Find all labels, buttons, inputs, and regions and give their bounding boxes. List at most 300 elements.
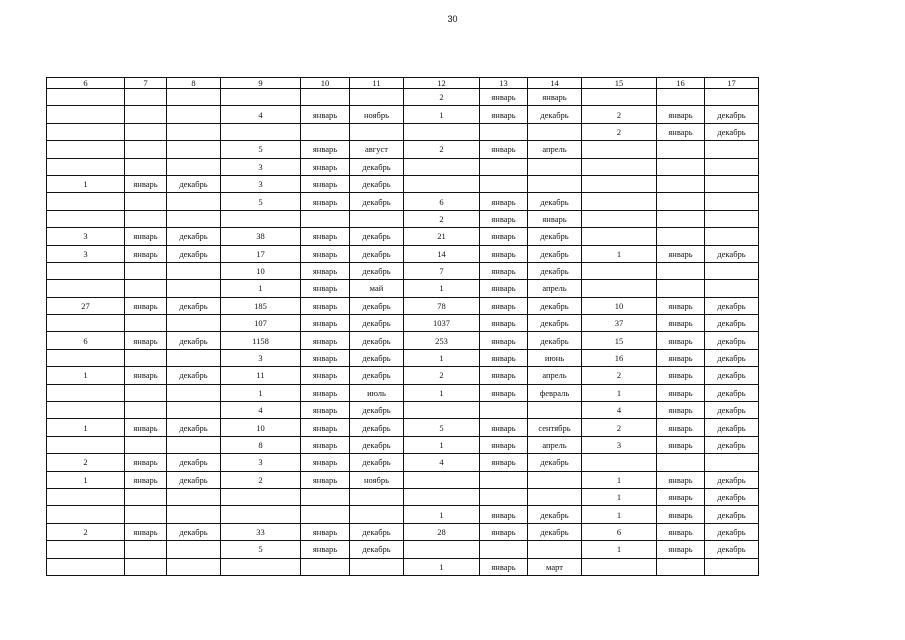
table-row xyxy=(47,506,759,523)
table-cell xyxy=(167,315,221,332)
table-cell: январь xyxy=(480,297,528,314)
table-cell: 1 xyxy=(47,471,125,488)
table-cell xyxy=(528,175,582,192)
table-row xyxy=(47,123,759,140)
table-cell: 1 xyxy=(404,436,480,453)
table-cell: январь xyxy=(480,280,528,297)
table-cell: январь xyxy=(301,367,350,384)
table-cell xyxy=(657,454,705,471)
table-cell: январь xyxy=(125,454,167,471)
table-cell xyxy=(125,541,167,558)
table-cell: январь xyxy=(657,123,705,140)
table-body xyxy=(47,89,759,576)
table-cell: январь xyxy=(657,384,705,401)
table-cell: декабрь xyxy=(167,454,221,471)
table-cell: 2 xyxy=(582,123,657,140)
table-cell: декабрь xyxy=(528,245,582,262)
table-cell: апрель xyxy=(528,280,582,297)
table-row xyxy=(47,297,759,314)
table-cell xyxy=(47,89,125,106)
table-cell: декабрь xyxy=(528,332,582,349)
table-cell: декабрь xyxy=(705,367,759,384)
table-cell: 37 xyxy=(582,315,657,332)
table-row xyxy=(47,280,759,297)
table-cell: 185 xyxy=(221,297,301,314)
table-cell: январь xyxy=(125,367,167,384)
table-cell: 1 xyxy=(404,106,480,123)
table-cell xyxy=(167,210,221,227)
table-cell: декабрь xyxy=(350,454,404,471)
table-cell: декабрь xyxy=(350,315,404,332)
table-row xyxy=(47,436,759,453)
table-cell: январь xyxy=(480,436,528,453)
table-cell xyxy=(125,123,167,140)
table-cell: январь xyxy=(657,367,705,384)
table-cell: 3 xyxy=(221,454,301,471)
table-cell xyxy=(705,158,759,175)
table-cell: декабрь xyxy=(705,488,759,505)
table-cell: январь xyxy=(301,158,350,175)
table-cell: декабрь xyxy=(350,245,404,262)
table-cell xyxy=(528,158,582,175)
table-cell: 14 xyxy=(404,245,480,262)
table-cell xyxy=(657,262,705,279)
table-cell xyxy=(582,558,657,575)
table-cell: январь xyxy=(301,436,350,453)
table-cell: январь xyxy=(480,228,528,245)
table-cell: декабрь xyxy=(528,193,582,210)
table-cell: декабрь xyxy=(350,436,404,453)
table-cell: декабрь xyxy=(350,349,404,366)
table-cell xyxy=(582,280,657,297)
table-cell xyxy=(47,262,125,279)
table-cell: декабрь xyxy=(705,123,759,140)
table-cell: январь xyxy=(125,471,167,488)
table-cell xyxy=(480,123,528,140)
table-cell xyxy=(404,175,480,192)
table-cell: январь xyxy=(480,419,528,436)
table-cell xyxy=(582,262,657,279)
table-cell: январь xyxy=(480,193,528,210)
table-cell: апрель xyxy=(528,367,582,384)
table-cell xyxy=(582,141,657,158)
table-cell: 1 xyxy=(404,558,480,575)
table-cell xyxy=(125,89,167,106)
table-cell: декабрь xyxy=(167,471,221,488)
table-cell: 5 xyxy=(404,419,480,436)
table-cell: 3 xyxy=(47,228,125,245)
table-cell: декабрь xyxy=(528,106,582,123)
table-cell xyxy=(582,175,657,192)
table-cell: январь xyxy=(301,141,350,158)
page-number: 30 xyxy=(447,14,458,24)
table-cell xyxy=(221,506,301,523)
table-cell: декабрь xyxy=(705,506,759,523)
table-cell xyxy=(528,402,582,419)
table-cell: декабрь xyxy=(167,297,221,314)
table-cell: декабрь xyxy=(350,228,404,245)
table-cell xyxy=(221,210,301,227)
table-cell: январь xyxy=(125,175,167,192)
table-row xyxy=(47,210,759,227)
table-cell xyxy=(705,141,759,158)
table-cell xyxy=(657,175,705,192)
table-cell: январь xyxy=(657,315,705,332)
table-cell: январь xyxy=(301,454,350,471)
table-cell: декабрь xyxy=(350,332,404,349)
table-cell: 1 xyxy=(47,419,125,436)
table-cell: декабрь xyxy=(350,523,404,540)
table-row xyxy=(47,175,759,192)
table-cell xyxy=(301,89,350,106)
table-cell: 28 xyxy=(404,523,480,540)
table-cell xyxy=(167,193,221,210)
table-cell: 3 xyxy=(47,245,125,262)
table-cell xyxy=(47,506,125,523)
table-cell: январь xyxy=(528,89,582,106)
table-cell: 6 xyxy=(582,523,657,540)
column-header: 7 xyxy=(125,78,167,89)
table-cell xyxy=(47,436,125,453)
table-cell: январь xyxy=(657,349,705,366)
table-cell: 1 xyxy=(582,488,657,505)
table-cell: 6 xyxy=(47,332,125,349)
column-header: 10 xyxy=(301,78,350,89)
table-cell xyxy=(167,402,221,419)
table-cell: январь xyxy=(480,141,528,158)
table-cell: 2 xyxy=(582,106,657,123)
table-cell xyxy=(125,558,167,575)
table-cell: 3 xyxy=(221,349,301,366)
table-cell: 7 xyxy=(404,262,480,279)
table-cell: 1 xyxy=(582,245,657,262)
table-cell xyxy=(705,193,759,210)
table-cell xyxy=(480,402,528,419)
table-cell: декабрь xyxy=(167,523,221,540)
table-cell: декабрь xyxy=(167,367,221,384)
table-cell: декабрь xyxy=(350,541,404,558)
table-cell xyxy=(350,488,404,505)
table-cell: январь xyxy=(301,280,350,297)
table-cell xyxy=(528,123,582,140)
table-cell xyxy=(167,262,221,279)
table-cell: 27 xyxy=(47,297,125,314)
table-cell xyxy=(167,384,221,401)
table-cell xyxy=(167,506,221,523)
table-cell: декабрь xyxy=(350,419,404,436)
table-header-row xyxy=(47,78,759,89)
table-cell xyxy=(47,141,125,158)
table-cell: 10 xyxy=(221,262,301,279)
table-cell: 1 xyxy=(404,384,480,401)
table-cell xyxy=(582,210,657,227)
table-cell: январь xyxy=(125,332,167,349)
table-cell: июнь xyxy=(528,349,582,366)
table-cell: январь xyxy=(480,454,528,471)
table-cell xyxy=(301,488,350,505)
table-cell xyxy=(301,558,350,575)
table-cell xyxy=(582,228,657,245)
table-cell: январь xyxy=(301,523,350,540)
table-cell xyxy=(47,488,125,505)
table-cell: 2 xyxy=(582,419,657,436)
table-cell xyxy=(47,280,125,297)
table-row xyxy=(47,471,759,488)
table-cell: январь xyxy=(301,349,350,366)
table-cell: январь xyxy=(657,106,705,123)
table-cell: 1 xyxy=(404,349,480,366)
table-cell: декабрь xyxy=(167,332,221,349)
table-cell: 5 xyxy=(221,141,301,158)
table-cell: декабрь xyxy=(528,506,582,523)
table-cell xyxy=(480,488,528,505)
column-header: 16 xyxy=(657,78,705,89)
table-cell xyxy=(705,262,759,279)
table-cell: 1 xyxy=(221,280,301,297)
table-cell: декабрь xyxy=(705,332,759,349)
table-cell: декабрь xyxy=(350,193,404,210)
table-cell: январь xyxy=(657,297,705,314)
table-cell: декабрь xyxy=(167,175,221,192)
table-cell: 38 xyxy=(221,228,301,245)
table-cell: январь xyxy=(301,332,350,349)
table-cell xyxy=(221,488,301,505)
table-cell: декабрь xyxy=(350,297,404,314)
table-cell: январь xyxy=(480,349,528,366)
table-cell xyxy=(47,210,125,227)
table-cell xyxy=(125,158,167,175)
table-cell xyxy=(705,558,759,575)
table-cell xyxy=(47,123,125,140)
table-cell: 3 xyxy=(221,158,301,175)
table-cell xyxy=(125,262,167,279)
table-row xyxy=(47,349,759,366)
table-row xyxy=(47,106,759,123)
table-cell: 4 xyxy=(404,454,480,471)
table-cell xyxy=(480,175,528,192)
table-cell: январь xyxy=(657,402,705,419)
table-cell xyxy=(657,280,705,297)
table-row xyxy=(47,488,759,505)
table-cell: январь xyxy=(301,262,350,279)
table-cell xyxy=(167,558,221,575)
table-row xyxy=(47,384,759,401)
column-header: 12 xyxy=(404,78,480,89)
table-cell xyxy=(167,541,221,558)
table-row xyxy=(47,402,759,419)
table-cell: 17 xyxy=(221,245,301,262)
table-cell: 1 xyxy=(47,175,125,192)
table-cell xyxy=(657,141,705,158)
table-cell xyxy=(47,315,125,332)
table-cell xyxy=(125,193,167,210)
table-cell: январь xyxy=(301,193,350,210)
table-cell: 33 xyxy=(221,523,301,540)
table-cell xyxy=(167,89,221,106)
table-cell: декабрь xyxy=(528,454,582,471)
table-cell: 15 xyxy=(582,332,657,349)
table-cell xyxy=(404,158,480,175)
table-row xyxy=(47,315,759,332)
table-row xyxy=(47,454,759,471)
table-cell: январь xyxy=(480,89,528,106)
table-cell xyxy=(125,106,167,123)
table-cell: декабрь xyxy=(350,402,404,419)
table-cell xyxy=(657,210,705,227)
table-cell: январь xyxy=(657,419,705,436)
table-row xyxy=(47,193,759,210)
table-cell xyxy=(167,349,221,366)
table-cell: январь xyxy=(657,436,705,453)
table-cell: январь xyxy=(125,297,167,314)
table-cell: январь xyxy=(480,506,528,523)
table-cell: январь xyxy=(480,558,528,575)
column-header: 13 xyxy=(480,78,528,89)
table-cell: 1 xyxy=(582,541,657,558)
table-cell xyxy=(221,558,301,575)
table-cell: январь xyxy=(301,471,350,488)
table-cell: 4 xyxy=(221,106,301,123)
table-cell xyxy=(125,349,167,366)
column-header: 6 xyxy=(47,78,125,89)
table-cell: 1 xyxy=(404,506,480,523)
table-row xyxy=(47,158,759,175)
table-cell xyxy=(350,89,404,106)
table-cell: декабрь xyxy=(705,106,759,123)
table-cell: январь xyxy=(301,175,350,192)
table-cell: декабрь xyxy=(705,349,759,366)
table-cell: январь xyxy=(480,106,528,123)
table-cell: январь xyxy=(301,384,350,401)
table-cell: 3 xyxy=(582,436,657,453)
table-cell xyxy=(221,89,301,106)
table-cell: декабрь xyxy=(350,175,404,192)
table-cell xyxy=(47,384,125,401)
table-cell xyxy=(301,123,350,140)
table-cell: декабрь xyxy=(350,367,404,384)
table-cell: декабрь xyxy=(705,541,759,558)
table-cell xyxy=(125,210,167,227)
table-cell: декабрь xyxy=(705,436,759,453)
table-cell xyxy=(301,506,350,523)
table-cell: 10 xyxy=(221,419,301,436)
table-cell: январь xyxy=(657,471,705,488)
table-row xyxy=(47,245,759,262)
table-cell: январь xyxy=(125,419,167,436)
table-cell: 8 xyxy=(221,436,301,453)
table-cell: 1 xyxy=(582,471,657,488)
table-cell xyxy=(582,193,657,210)
table-cell: ноябрь xyxy=(350,471,404,488)
table-cell: ноябрь xyxy=(350,106,404,123)
table-cell xyxy=(705,175,759,192)
table-cell: январь xyxy=(480,367,528,384)
table-cell: январь xyxy=(301,106,350,123)
table-cell: январь xyxy=(301,228,350,245)
table-cell: январь xyxy=(657,245,705,262)
table-cell: май xyxy=(350,280,404,297)
table-cell: февраль xyxy=(528,384,582,401)
table-cell: 4 xyxy=(582,402,657,419)
table-cell: январь xyxy=(657,541,705,558)
table-cell: январь xyxy=(125,245,167,262)
data-table xyxy=(46,77,759,576)
table-cell xyxy=(657,558,705,575)
table-cell: декабрь xyxy=(528,297,582,314)
table-cell xyxy=(125,506,167,523)
table-cell: январь xyxy=(125,523,167,540)
table-row xyxy=(47,541,759,558)
table-cell: январь xyxy=(301,402,350,419)
table-cell: 1 xyxy=(582,506,657,523)
table-row xyxy=(47,228,759,245)
table-cell xyxy=(528,541,582,558)
table-cell: декабрь xyxy=(167,419,221,436)
table-cell: 21 xyxy=(404,228,480,245)
table-cell xyxy=(404,541,480,558)
table-cell: 2 xyxy=(404,367,480,384)
table-row xyxy=(47,89,759,106)
table-cell xyxy=(47,158,125,175)
column-header: 14 xyxy=(528,78,582,89)
table-cell xyxy=(350,210,404,227)
column-header: 8 xyxy=(167,78,221,89)
table-cell xyxy=(705,89,759,106)
table-cell xyxy=(705,228,759,245)
table-cell xyxy=(350,506,404,523)
table-cell xyxy=(167,280,221,297)
table-cell xyxy=(657,228,705,245)
table-cell xyxy=(582,158,657,175)
table-cell xyxy=(404,123,480,140)
table-cell: 4 xyxy=(221,402,301,419)
table-cell xyxy=(47,193,125,210)
table-cell xyxy=(657,158,705,175)
table-cell: 1 xyxy=(582,384,657,401)
table-cell xyxy=(125,436,167,453)
table-cell xyxy=(167,488,221,505)
table-row xyxy=(47,141,759,158)
table-cell xyxy=(47,541,125,558)
table-cell: апрель xyxy=(528,141,582,158)
table-cell: 2 xyxy=(582,367,657,384)
table-cell: 16 xyxy=(582,349,657,366)
table-cell xyxy=(705,280,759,297)
table-cell: август xyxy=(350,141,404,158)
table-row xyxy=(47,558,759,575)
table-cell: декабрь xyxy=(350,262,404,279)
table-cell: январь xyxy=(301,245,350,262)
table-cell: январь xyxy=(480,315,528,332)
table-cell: 11 xyxy=(221,367,301,384)
table-cell xyxy=(657,193,705,210)
table-cell xyxy=(301,210,350,227)
table-cell: декабрь xyxy=(167,245,221,262)
table-cell: январь xyxy=(657,332,705,349)
table-cell xyxy=(47,349,125,366)
table-cell xyxy=(528,488,582,505)
table-cell: 1158 xyxy=(221,332,301,349)
table-cell: декабрь xyxy=(528,315,582,332)
table-cell: 1 xyxy=(404,280,480,297)
table-cell: 10 xyxy=(582,297,657,314)
table-cell: январь xyxy=(480,210,528,227)
table-cell xyxy=(125,141,167,158)
table-cell: декабрь xyxy=(705,297,759,314)
table-cell: июль xyxy=(350,384,404,401)
table-cell xyxy=(404,402,480,419)
table-cell: январь xyxy=(301,419,350,436)
